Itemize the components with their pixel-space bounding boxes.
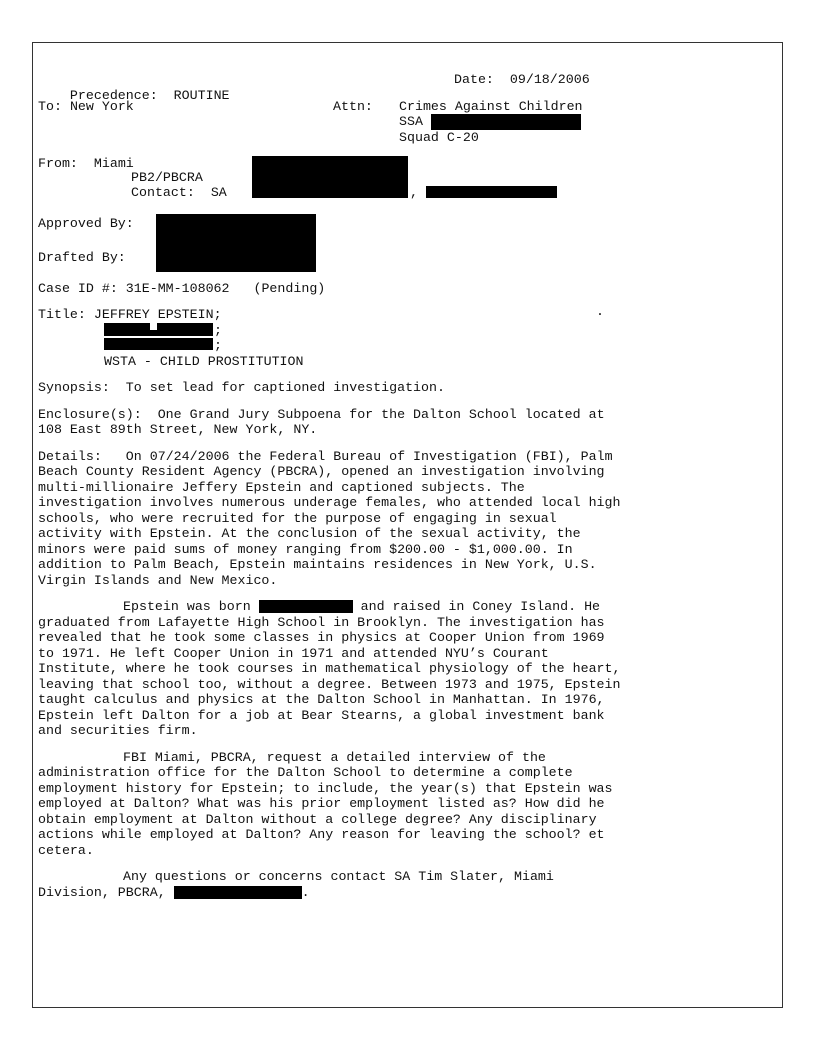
from-label: From: <box>38 156 78 171</box>
date-label: Date: <box>454 72 494 87</box>
title-label: Title: <box>38 307 86 322</box>
case-id-line <box>38 281 628 297</box>
biography-paragraph <box>38 599 628 739</box>
details-paragraph <box>38 449 628 589</box>
to-attn-block <box>38 99 628 146</box>
synopsis-text: To set lead for captioned investigation. <box>125 380 445 395</box>
contact-field <box>131 185 227 201</box>
biography-text-rest: and raised in Coney Island. He graduated from Lafayette High School in Brooklyn. The investigation has revealed that he took some classes in physics at Cooper Union from 1969 to 1971. He left Cooper Union in 1971 and attended NYU’s Courant Institute, where he took courses in mathematical physiology of the heart, leaving that school too, without a degree. Between 1973 and 1975, Epstein taught calculus and physics at the Dalton School in Manhattan. In 1976, Epstein left Dalton for a job at Bear Stearns, a global investment bank and securities firm. <box>38 599 621 738</box>
stray-mark: . <box>596 304 604 319</box>
attn-label: Attn: <box>333 98 373 114</box>
fbi-document <box>38 72 628 900</box>
redaction-block <box>252 170 408 198</box>
from-field <box>38 156 134 172</box>
title-subject: JEFFREY EPSTEIN; <box>93 307 222 322</box>
precedence-line <box>38 72 628 103</box>
enclosure-label: Enclosure(s): <box>38 406 142 422</box>
contact-separator: , <box>410 185 418 200</box>
precedence-label: Precedence: <box>69 87 158 103</box>
precedence-value: ROUTINE <box>173 87 230 103</box>
case-id-value: 31E-MM-108062 <box>125 280 230 296</box>
to-value: New York <box>69 98 134 114</box>
redaction-block <box>259 600 353 613</box>
biography-text-start: Epstein was born <box>123 599 251 614</box>
attn-ssa-label: SSA <box>399 114 423 129</box>
redaction-block <box>431 114 581 130</box>
from-value: Miami <box>93 156 134 171</box>
title-violation: WSTA - CHILD PROSTITUTION <box>104 353 304 369</box>
contact-value: SA <box>210 185 227 200</box>
attn-value: Crimes Against Children <box>399 98 583 114</box>
title-field <box>38 307 222 323</box>
case-status: (Pending) <box>253 280 326 296</box>
attn-ssa <box>399 114 581 130</box>
redaction-block <box>426 186 557 198</box>
enclosure-text: One Grand Jury Subpoena for the Dalton School located at 108 East 89th Street, New York, NY. <box>38 406 605 437</box>
approved-by-label: Approved By: <box>38 215 134 231</box>
request-paragraph <box>38 750 628 859</box>
redaction-block <box>104 330 213 336</box>
drafted-by-label: Drafted By: <box>38 249 126 265</box>
from-block <box>38 156 628 203</box>
title-semicolon: ; <box>214 338 222 353</box>
details-text: On 07/24/2006 the Federal Bureau of Investigation (FBI), Palm Beach County Resident Agency (PBCRA), opened an investigation involving multi-millionaire Jeffery Epstein and captioned subjects. The investigation involves numerous underage females, who attended local high schools, who were recruited for the purpose of engaging in sexual activity with Epstein. At the conclusion of the sexual activity, the minors were paid sums of money ranging from $200.00 - $1,000.00. In addition to Palm Beach, Epstein maintains residences in New York, U.S. Virgin Islands and New Mexico. <box>38 448 621 588</box>
to-field <box>38 99 134 115</box>
redaction-block <box>104 338 213 350</box>
closing-text: Any questions or concerns contact SA Tim Slater, Miami Division, PBCRA, <box>38 869 554 900</box>
enclosure-paragraph <box>38 407 628 438</box>
closing-period: . <box>301 884 310 900</box>
approval-block <box>38 214 628 270</box>
redaction-block <box>156 214 316 272</box>
redaction-block <box>174 886 302 899</box>
title-block <box>38 304 628 369</box>
details-label: Details: <box>38 448 102 464</box>
contact-label: Contact: <box>131 185 195 200</box>
synopsis-label: Synopsis: <box>38 380 110 395</box>
to-label: To: <box>38 98 62 114</box>
date-value: 09/18/2006 <box>509 72 590 87</box>
case-id-label: Case ID #: <box>38 280 118 296</box>
title-semicolon: ; <box>214 322 222 338</box>
from-unit: PB2/PBCRA <box>131 170 203 185</box>
request-text: FBI Miami, PBCRA, request a detailed interview of the administration office for the Dalton School to determine a complete employment history for Epstein; to include, the year(s) that Epstein was employed at Dalton? What was his prior employment listed as? How did he obtain employment at Dalton without a college degree? Any disciplinary actions while employed at Dalton? Any reason for leaving the school? et cetera. <box>38 749 613 858</box>
synopsis-line <box>38 380 628 396</box>
date-field <box>454 72 590 88</box>
closing-paragraph <box>38 869 628 900</box>
attn-squad: Squad C-20 <box>399 129 479 145</box>
